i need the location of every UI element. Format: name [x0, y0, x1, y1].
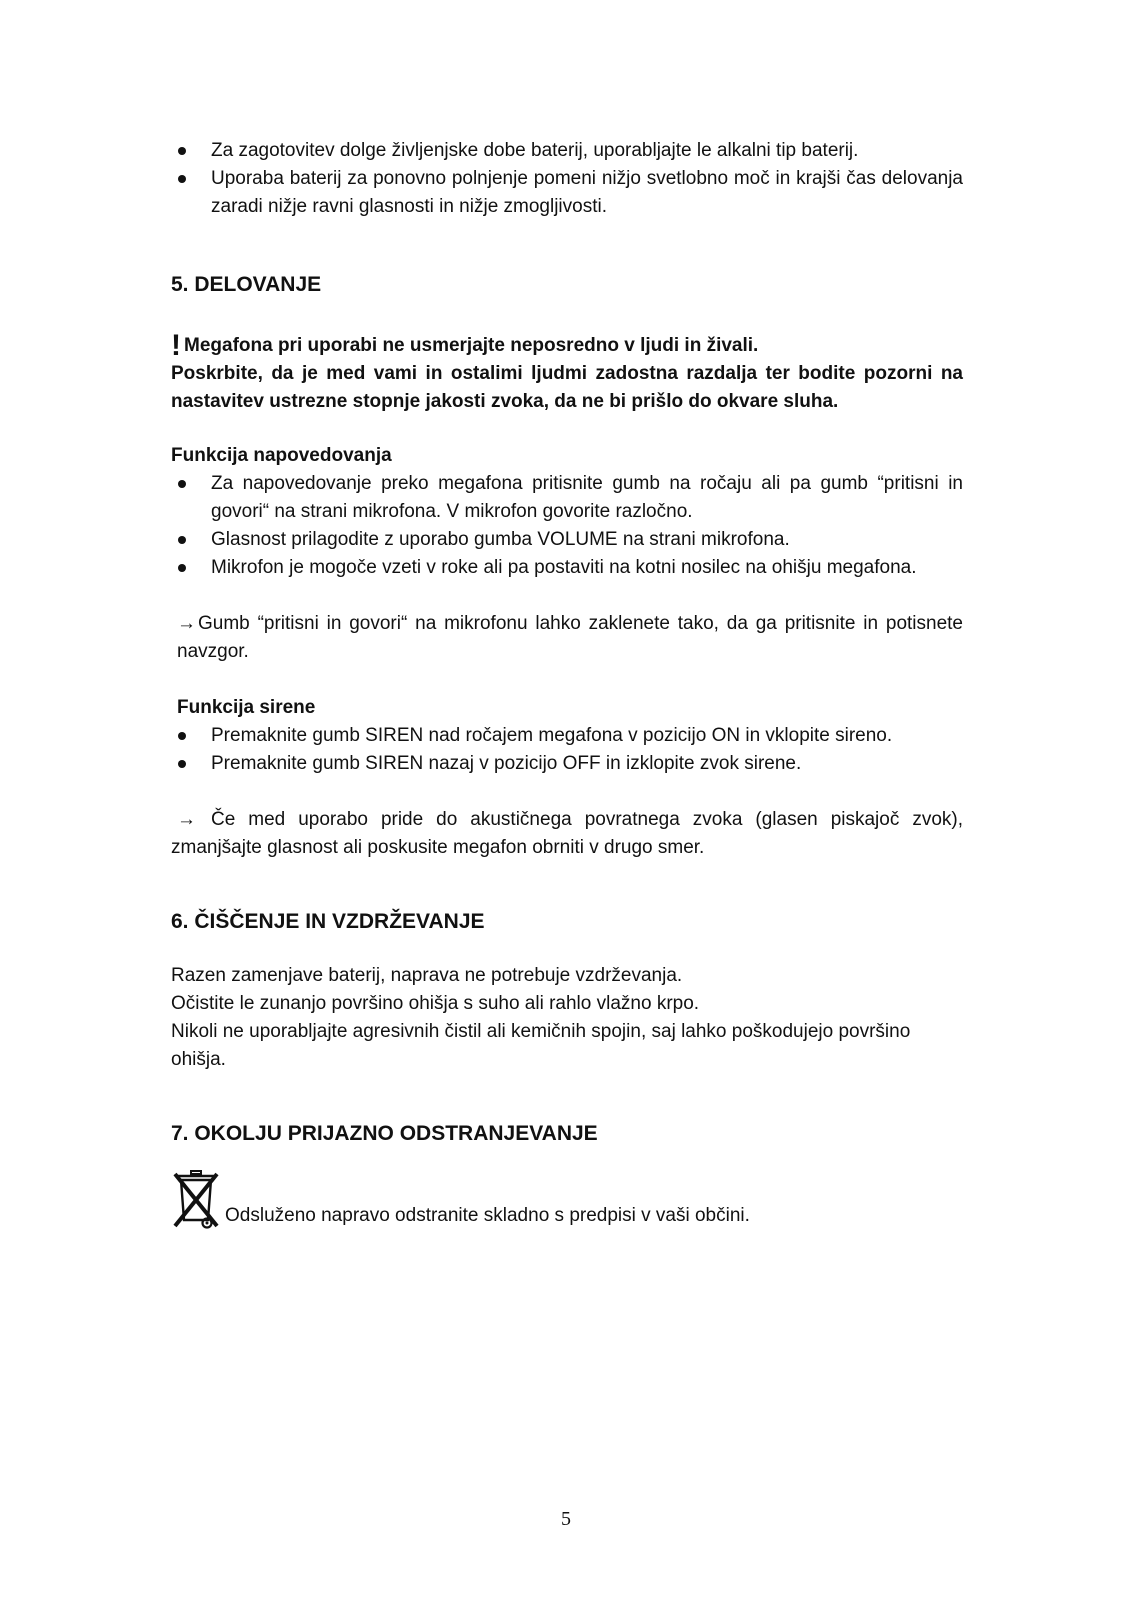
exclamation-icon: ! — [171, 329, 181, 362]
list-item: Premaknite gumb SIREN nad ročajem megafona v pozicijo ON in vklopite sireno. — [171, 722, 963, 750]
list-item: Glasnost prilagodite z uporabo gumba VOLUME na strani mikrofona. — [171, 526, 963, 554]
disposal-text: Odsluženo napravo odstranite skladno s predpisi v vaši občini. — [225, 1205, 750, 1226]
arrow-right-icon: → — [177, 613, 196, 634]
battery-tips-list — [171, 137, 963, 221]
list-item: Mikrofon je mogoče vzeti v roke ali pa postaviti na kotni nosilec na ohišju megafona. — [171, 554, 963, 582]
siren-function-list — [171, 722, 963, 778]
warning-line-1 — [171, 327, 963, 360]
page-content — [171, 137, 963, 1232]
list-item: Za zagotovitev dolge življenjske dobe baterij, uporabljajte le alkalni tip baterij. — [171, 137, 963, 165]
list-item: Premaknite gumb SIREN nazaj v pozicijo OFF in izklopite zvok sirene. — [171, 750, 963, 778]
list-item: Za napovedovanje preko megafona pritisnite gumb na ročaju ali pa gumb “pritisni in govori“ na strani mikrofona. V mikrofon govorite razločno. — [171, 470, 963, 526]
crossed-out-wheelie-bin-icon — [171, 1168, 223, 1232]
warning-text-2: Poskrbite, da je med vami in ostalimi ljudmi zadostna razdalja ter bodite pozorni na nastavitev ustrezne stopnje jakosti zvoka, da ne bi prišlo do okvare sluha. — [171, 363, 963, 412]
maintenance-line: Nikoli ne uporabljajte agresivnih čistil ali kemičnih spojin, saj lahko poškodujejo površino ohišja. — [171, 1021, 911, 1070]
warning-text-1: Megafona pri uporabi ne usmerjajte neposredno v ljudi in živali. — [184, 335, 759, 356]
announce-note-text: Gumb “pritisni in govori“ na mikrofonu lahko zaklenete tako, da ga pritisnite in potisnete navzgor. — [177, 613, 963, 662]
page-number: 5 — [561, 1508, 571, 1530]
section-7-heading: 7. OKOLJU PRIJAZNO ODSTRANJEVANJE — [171, 1122, 598, 1145]
announce-function-title: Funkcija napovedovanja — [171, 445, 392, 466]
maintenance-line: Očistite le zunanjo površino ohišja s suho ali rahlo vlažno krpo. — [171, 993, 700, 1014]
disposal-row — [171, 1168, 963, 1232]
announce-note — [171, 610, 963, 666]
section-6-heading: 6. ČIŠČENJE IN VZDRŽEVANJE — [171, 910, 485, 933]
section-5-heading: 5. DELOVANJE — [171, 273, 322, 296]
maintenance-line: Razen zamenjave baterij, naprava ne potrebuje vzdrževanja. — [171, 965, 683, 986]
arrow-right-icon: → — [177, 809, 196, 830]
list-item: Uporaba baterij za ponovno polnjenje pomeni nižjo svetlobno moč in krajši čas delovanja zaradi nižje ravni glasnosti in nižje zmogljivosti. — [171, 165, 963, 221]
siren-note-text: Če med uporabo pride do akustičnega povratnega zvoka (glasen piskajoč zvok), zmanjšajte glasnost ali poskusite megafon obrniti v drugo smer. — [171, 809, 963, 858]
announce-function-list — [171, 470, 963, 582]
maintenance-text — [171, 962, 963, 1074]
warning-block — [171, 327, 963, 416]
siren-function-title: Funkcija sirene — [177, 697, 316, 718]
siren-note — [171, 806, 963, 862]
